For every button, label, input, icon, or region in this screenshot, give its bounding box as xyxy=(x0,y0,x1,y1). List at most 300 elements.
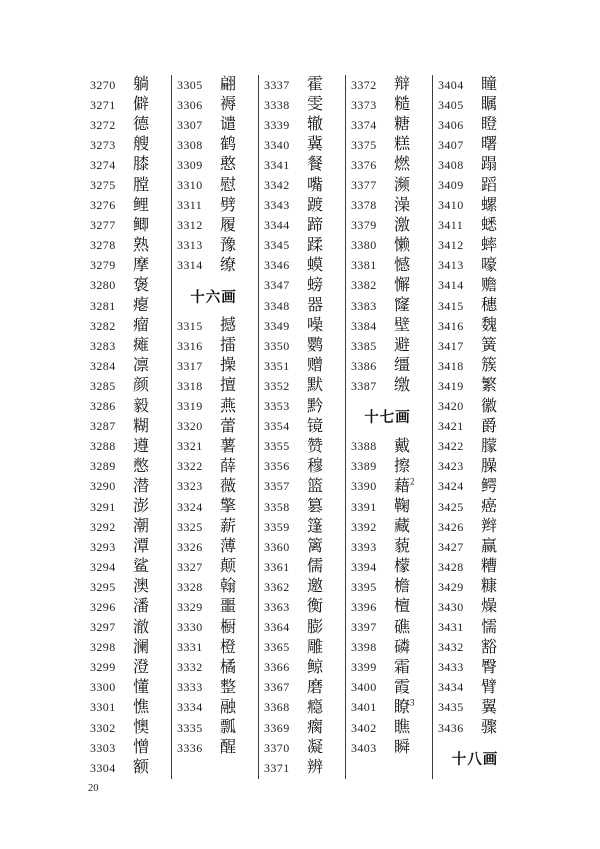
entry-number: 3416 xyxy=(438,318,464,333)
entry-number: 3325 xyxy=(177,519,203,534)
entry-number: 3359 xyxy=(264,519,290,534)
list-item xyxy=(438,678,520,698)
entry-character: 蟆 xyxy=(307,256,324,274)
entry-number: 3374 xyxy=(351,117,377,132)
list-item xyxy=(264,417,345,437)
list-item xyxy=(264,115,345,135)
entry-character: 翩 xyxy=(220,76,237,94)
list-item xyxy=(90,316,171,336)
entry-character: 噪 xyxy=(307,317,324,335)
entry-number: 3369 xyxy=(264,720,290,735)
entry-character: 遵 xyxy=(133,437,150,455)
entry-number: 3344 xyxy=(264,218,290,233)
entry-character: 瘸 xyxy=(307,719,324,737)
entry-character: 颠 xyxy=(220,558,237,576)
entry-number: 3432 xyxy=(438,640,464,655)
entry-number: 3305 xyxy=(177,77,203,92)
stroke-section-header: 十七画 xyxy=(364,410,411,427)
entry-character: 器 xyxy=(307,297,324,315)
list-item xyxy=(264,738,345,758)
entry-character: 缰 xyxy=(394,357,411,375)
entry-character: 鲨 xyxy=(133,558,150,576)
list-item xyxy=(264,155,345,175)
entry-number: 3315 xyxy=(177,318,203,333)
list-item xyxy=(90,296,171,316)
list-item xyxy=(177,135,258,155)
entry-number: 3286 xyxy=(90,399,116,414)
entry-character: 劈 xyxy=(220,196,237,214)
entry-character: 辩 xyxy=(394,76,411,94)
list-item xyxy=(177,397,258,417)
entry-character: 蟋 xyxy=(481,216,498,234)
entry-character: 褒 xyxy=(133,276,150,294)
list-item xyxy=(264,236,345,256)
char-column xyxy=(85,75,172,779)
entry-character: 燥 xyxy=(481,598,498,616)
entry-character: 擅 xyxy=(220,377,237,395)
list-item xyxy=(264,537,345,557)
entry-character: 慰 xyxy=(220,176,237,194)
entry-number: 3386 xyxy=(351,358,377,373)
entry-character: 褥 xyxy=(220,96,237,114)
entry-number: 3429 xyxy=(438,579,464,594)
entry-number: 3357 xyxy=(264,479,290,494)
entry-character: 徽 xyxy=(481,397,498,415)
entry-character: 澎 xyxy=(133,498,150,516)
entry-number: 3306 xyxy=(177,97,203,112)
entry-number: 3372 xyxy=(351,77,377,92)
entry-number: 3319 xyxy=(177,399,203,414)
entry-number: 3400 xyxy=(351,680,377,695)
entry-number: 3387 xyxy=(351,378,377,393)
entry-character: 翼 xyxy=(481,698,498,716)
entry-number: 3376 xyxy=(351,157,377,172)
entry-character: 澳 xyxy=(133,578,150,596)
entry-character: 憎 xyxy=(133,739,150,757)
entry-character: 鹦 xyxy=(307,337,324,355)
entry-number: 3297 xyxy=(90,620,116,635)
list-item xyxy=(351,698,432,718)
entry-number: 3270 xyxy=(90,77,116,92)
entry-number: 3307 xyxy=(177,117,203,132)
entry-number: 3284 xyxy=(90,358,116,373)
pronunciation-superscript: 3 xyxy=(410,697,415,708)
entry-character: 懈 xyxy=(394,276,411,294)
list-item xyxy=(438,517,520,537)
entry-character: 镜 xyxy=(307,417,324,435)
entry-character: 躺 xyxy=(133,76,150,94)
entry-number: 3351 xyxy=(264,358,290,373)
entry-character: 薛 xyxy=(220,457,237,475)
entry-number: 3411 xyxy=(438,218,464,233)
entry-character: 糙 xyxy=(394,96,411,114)
entry-character: 繁 xyxy=(481,377,498,395)
entry-number: 3310 xyxy=(177,178,203,193)
list-item xyxy=(264,457,345,477)
list-item xyxy=(264,437,345,457)
entry-number: 3335 xyxy=(177,720,203,735)
entry-number: 3328 xyxy=(177,579,203,594)
entry-character: 凝 xyxy=(307,739,324,757)
entry-number: 3280 xyxy=(90,278,116,293)
list-item xyxy=(438,557,520,577)
list-item xyxy=(264,316,345,336)
entry-number: 3337 xyxy=(264,77,290,92)
list-item xyxy=(438,135,520,155)
entry-character: 薄 xyxy=(220,538,237,556)
entry-number: 3390 xyxy=(351,479,377,494)
entry-number: 3367 xyxy=(264,680,290,695)
list-item xyxy=(177,256,258,276)
entry-number: 3393 xyxy=(351,539,377,554)
entry-character: 薪 xyxy=(220,518,237,536)
list-item xyxy=(351,155,432,175)
list-item xyxy=(351,236,432,256)
entry-number: 3301 xyxy=(90,700,116,715)
entry-character: 瘾 xyxy=(307,698,324,716)
entry-number: 3373 xyxy=(351,97,377,112)
list-item xyxy=(90,196,171,216)
list-item xyxy=(351,95,432,115)
list-item xyxy=(177,738,258,758)
list-item xyxy=(264,638,345,658)
list-item xyxy=(264,718,345,738)
entry-character: 嚎 xyxy=(481,256,498,274)
entry-number: 3360 xyxy=(264,539,290,554)
entry-character: 辙 xyxy=(307,116,324,134)
entry-character: 螺 xyxy=(481,196,498,214)
list-item xyxy=(177,75,258,95)
entry-character: 膛 xyxy=(133,176,150,194)
entry-number: 3288 xyxy=(90,439,116,454)
list-item xyxy=(90,718,171,738)
list-item xyxy=(177,618,258,638)
entry-character: 冀 xyxy=(307,136,324,154)
char-column xyxy=(346,75,433,779)
list-item xyxy=(90,256,171,276)
list-item xyxy=(438,356,520,376)
list-item xyxy=(438,618,520,638)
list-item xyxy=(177,417,258,437)
entry-number: 3434 xyxy=(438,680,464,695)
entry-number: 3380 xyxy=(351,238,377,253)
entry-number: 3281 xyxy=(90,298,116,313)
entry-character: 缴 xyxy=(394,377,411,395)
char-column xyxy=(433,75,520,779)
entry-character: 澡 xyxy=(394,196,411,214)
entry-number: 3322 xyxy=(177,459,203,474)
list-item xyxy=(90,175,171,195)
entry-number: 3333 xyxy=(177,680,203,695)
entry-character: 螃 xyxy=(307,276,324,294)
list-item xyxy=(177,356,258,376)
entry-number: 3422 xyxy=(438,439,464,454)
entry-character: 瞧 xyxy=(394,719,411,737)
list-item xyxy=(177,497,258,517)
entry-number: 3340 xyxy=(264,137,290,152)
entry-number: 3399 xyxy=(351,660,377,675)
entry-number: 3401 xyxy=(351,700,377,715)
entry-number: 3397 xyxy=(351,620,377,635)
entry-number: 3356 xyxy=(264,459,290,474)
list-item xyxy=(351,597,432,617)
entry-number: 3361 xyxy=(264,559,290,574)
entry-number: 3431 xyxy=(438,620,464,635)
entry-number: 3406 xyxy=(438,117,464,132)
list-item xyxy=(264,95,345,115)
entry-character: 撼 xyxy=(220,317,237,335)
list-item xyxy=(351,517,432,537)
char-column xyxy=(259,75,346,779)
entry-character: 藉$^2$ xyxy=(394,476,415,495)
entry-character: 潘 xyxy=(133,598,150,616)
list-item xyxy=(438,155,520,175)
entry-character: 篱 xyxy=(307,538,324,556)
entry-number: 3428 xyxy=(438,559,464,574)
entry-character: 骤 xyxy=(481,719,498,737)
entry-number: 3381 xyxy=(351,258,377,273)
list-item xyxy=(90,738,171,758)
list-item xyxy=(264,196,345,216)
entry-character: 额 xyxy=(133,759,150,777)
entry-number: 3275 xyxy=(90,178,116,193)
entry-character: 朦 xyxy=(481,437,498,455)
stroke-section-header: 十六画 xyxy=(190,289,237,306)
entry-number: 3433 xyxy=(438,660,464,675)
entry-number: 3293 xyxy=(90,539,116,554)
entry-character: 憋 xyxy=(133,457,150,475)
list-item xyxy=(351,135,432,155)
entry-character: 蹂 xyxy=(307,236,324,254)
entry-number: 3334 xyxy=(177,700,203,715)
entry-character: 蹈 xyxy=(481,176,498,194)
entry-character: 藐 xyxy=(394,538,411,556)
list-item xyxy=(351,356,432,376)
entry-number: 3326 xyxy=(177,539,203,554)
entry-number: 3304 xyxy=(90,760,116,775)
entry-number: 3354 xyxy=(264,419,290,434)
entry-number: 3311 xyxy=(177,198,203,213)
list-item xyxy=(177,537,258,557)
entry-character: 臂 xyxy=(481,678,498,696)
entry-character: 橱 xyxy=(220,618,237,636)
entry-number: 3389 xyxy=(351,459,377,474)
entry-number: 3321 xyxy=(177,439,203,454)
entry-character: 穗 xyxy=(481,297,498,315)
list-item xyxy=(264,135,345,155)
list-item xyxy=(438,658,520,678)
list-item xyxy=(264,658,345,678)
entry-number: 3345 xyxy=(264,238,290,253)
entry-character: 礁 xyxy=(394,618,411,636)
entry-character: 膨 xyxy=(307,618,324,636)
list-item xyxy=(264,216,345,236)
list-item xyxy=(438,256,520,276)
list-item xyxy=(351,457,432,477)
list-item xyxy=(438,577,520,597)
list-item xyxy=(438,276,520,296)
entry-character: 癌 xyxy=(481,498,498,516)
list-item xyxy=(438,417,520,437)
entry-character: 憔 xyxy=(133,698,150,716)
page-number: 20 xyxy=(88,783,99,794)
list-item xyxy=(351,256,432,276)
entry-number: 3329 xyxy=(177,599,203,614)
entry-character: 簧 xyxy=(481,337,498,355)
entry-number: 3317 xyxy=(177,358,203,373)
entry-character: 糟 xyxy=(481,558,498,576)
entry-number: 3274 xyxy=(90,157,116,172)
entry-number: 3379 xyxy=(351,218,377,233)
entry-character: 儒 xyxy=(307,558,324,576)
stroke-section-header: 十八画 xyxy=(451,751,499,768)
entry-number: 3347 xyxy=(264,278,290,293)
entry-number: 3273 xyxy=(90,137,116,152)
entry-number: 3299 xyxy=(90,660,116,675)
entry-character: 雯 xyxy=(307,96,324,114)
list-item xyxy=(90,698,171,718)
list-item xyxy=(264,256,345,276)
list-item xyxy=(177,678,258,698)
entry-character: 邀 xyxy=(307,578,324,596)
entry-character: 默 xyxy=(307,377,324,395)
entry-character: 穆 xyxy=(307,457,324,475)
list-item xyxy=(438,597,520,617)
entry-number: 3272 xyxy=(90,117,116,132)
list-item xyxy=(90,115,171,135)
list-item xyxy=(177,175,258,195)
entry-character: 鹤 xyxy=(220,136,237,154)
list-item xyxy=(351,316,432,336)
entry-character: 摩 xyxy=(133,256,150,274)
entry-character: 豁 xyxy=(481,638,498,656)
list-item xyxy=(351,276,432,296)
list-item xyxy=(90,537,171,557)
entry-character: 整 xyxy=(220,678,237,696)
list-item xyxy=(90,678,171,698)
entry-character: 蹄 xyxy=(307,216,324,234)
entry-character: 檬 xyxy=(394,558,411,576)
entry-number: 3435 xyxy=(438,700,464,715)
entry-character: 擂 xyxy=(220,337,237,355)
character-list xyxy=(85,75,520,779)
entry-number: 3331 xyxy=(177,640,203,655)
list-item xyxy=(264,336,345,356)
entry-number: 3368 xyxy=(264,700,290,715)
list-item xyxy=(351,477,432,497)
entry-number: 3292 xyxy=(90,519,116,534)
list-item xyxy=(90,477,171,497)
list-item xyxy=(351,638,432,658)
entry-number: 3392 xyxy=(351,519,377,534)
entry-character: 赡 xyxy=(481,276,498,294)
list-item xyxy=(438,497,520,517)
entry-character: 懒 xyxy=(394,236,411,254)
entry-character: 薇 xyxy=(220,477,237,495)
entry-number: 3436 xyxy=(438,720,464,735)
entry-number: 3294 xyxy=(90,559,116,574)
list-item xyxy=(438,95,520,115)
list-item xyxy=(264,296,345,316)
entry-character: 踱 xyxy=(307,196,324,214)
entry-character: 黔 xyxy=(307,397,324,415)
list-item xyxy=(177,698,258,718)
entry-number: 3303 xyxy=(90,740,116,755)
list-item xyxy=(90,497,171,517)
entry-number: 3271 xyxy=(90,97,116,112)
list-item xyxy=(438,196,520,216)
entry-number: 3314 xyxy=(177,258,203,273)
list-item xyxy=(438,216,520,236)
list-item xyxy=(90,457,171,477)
entry-number: 3383 xyxy=(351,298,377,313)
entry-number: 3276 xyxy=(90,198,116,213)
entry-number: 3289 xyxy=(90,459,116,474)
list-item xyxy=(90,618,171,638)
entry-character: 懊 xyxy=(133,719,150,737)
list-item xyxy=(90,758,171,778)
entry-character: 磨 xyxy=(307,678,324,696)
list-item xyxy=(90,658,171,678)
entry-character: 衡 xyxy=(307,598,324,616)
list-item xyxy=(90,236,171,256)
list-item xyxy=(351,216,432,236)
list-item xyxy=(438,457,520,477)
entry-character: 膝 xyxy=(133,156,150,174)
entry-number: 3298 xyxy=(90,640,116,655)
entry-character: 艘 xyxy=(133,136,150,154)
entry-character: 檀 xyxy=(394,598,411,616)
entry-number: 3312 xyxy=(177,218,203,233)
entry-character: 澄 xyxy=(133,658,150,676)
entry-character: 爵 xyxy=(481,417,498,435)
list-item xyxy=(177,336,258,356)
entry-number: 3364 xyxy=(264,620,290,635)
entry-number: 3324 xyxy=(177,499,203,514)
entry-character: 橙 xyxy=(220,638,237,656)
entry-character: 缭 xyxy=(220,256,237,274)
entry-character: 嘴 xyxy=(307,176,324,194)
entry-number: 3418 xyxy=(438,358,464,373)
list-item xyxy=(438,437,520,457)
entry-number: 3341 xyxy=(264,157,290,172)
list-item xyxy=(351,196,432,216)
entry-character: 憨 xyxy=(220,156,237,174)
list-item xyxy=(264,497,345,517)
entry-character: 曙 xyxy=(481,136,498,154)
list-item xyxy=(90,276,171,296)
entry-number: 3313 xyxy=(177,238,203,253)
entry-character: 德 xyxy=(133,116,150,134)
entry-number: 3385 xyxy=(351,338,377,353)
list-item xyxy=(90,95,171,115)
entry-number: 3309 xyxy=(177,157,203,172)
list-item xyxy=(264,678,345,698)
entry-number: 3362 xyxy=(264,579,290,594)
entry-character: 餐 xyxy=(307,156,324,174)
entry-number: 3302 xyxy=(90,720,116,735)
entry-character: 臀 xyxy=(481,658,498,676)
list-item xyxy=(438,718,520,738)
list-item xyxy=(264,597,345,617)
entry-character: 霜 xyxy=(394,658,411,676)
entry-character: 鳄 xyxy=(481,477,498,495)
list-item xyxy=(90,356,171,376)
entry-character: 赠 xyxy=(307,357,324,375)
entry-number: 3394 xyxy=(351,559,377,574)
entry-number: 3278 xyxy=(90,238,116,253)
entry-number: 3282 xyxy=(90,318,116,333)
